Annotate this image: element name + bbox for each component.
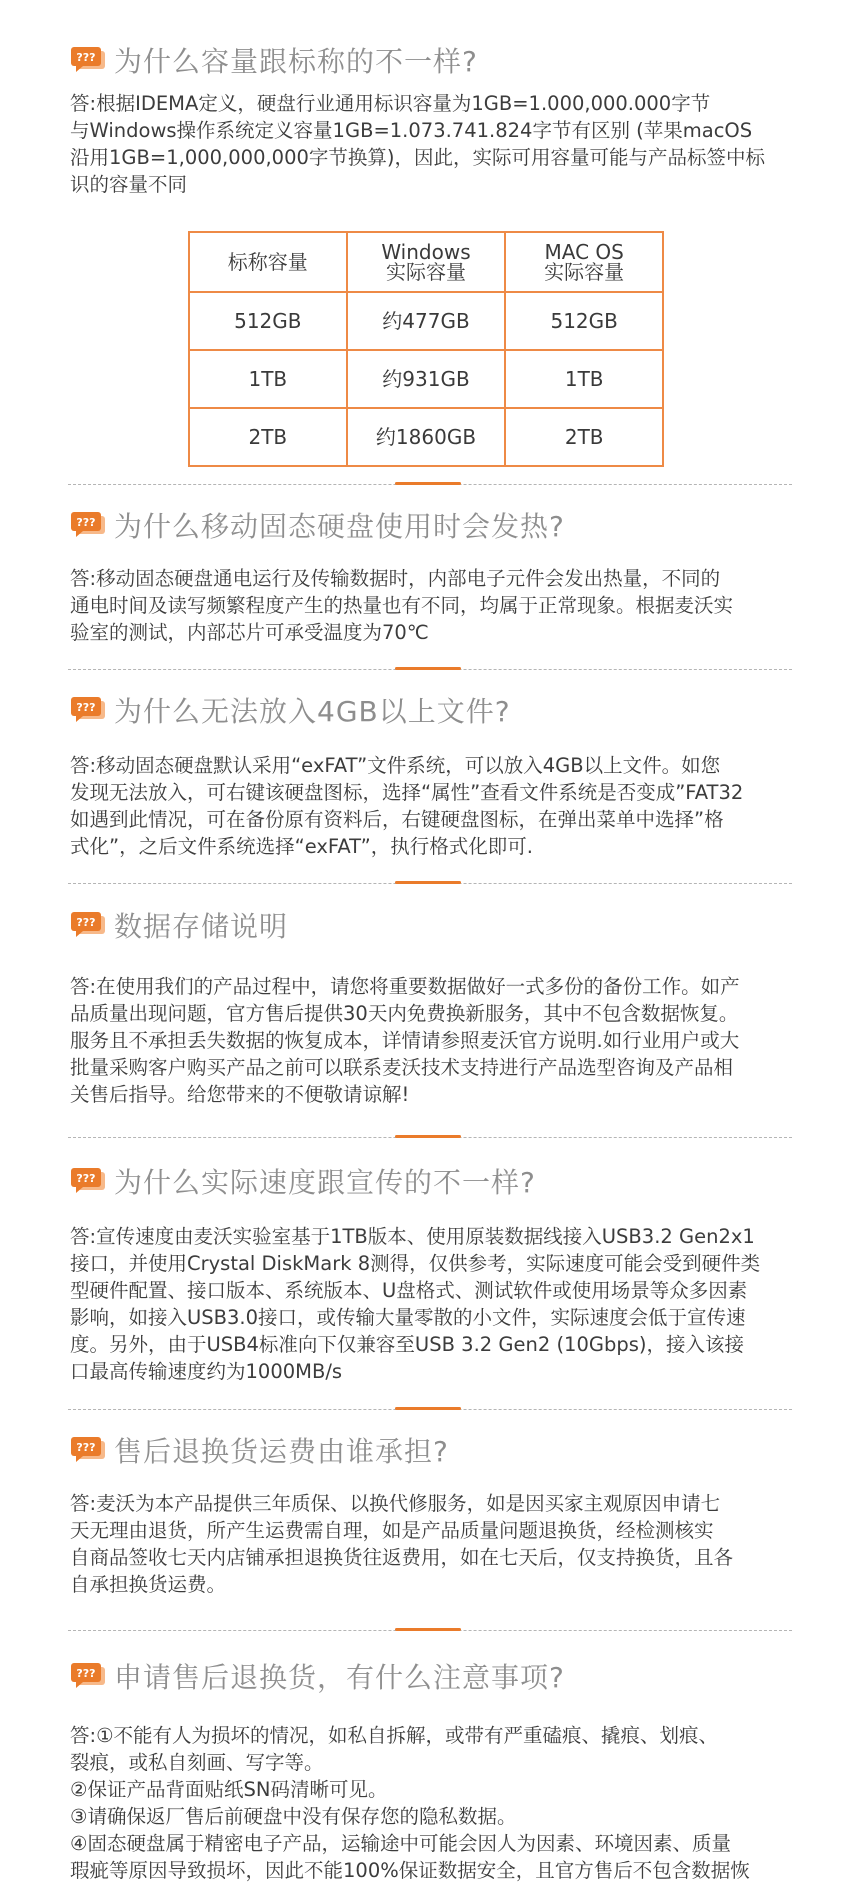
answer-text (70, 1490, 800, 1598)
answer-line: 答:根据IDEMA定义，硬盘行业通用标识容量为1GB=1.000,000.000字节 (70, 92, 711, 115)
answer-line: 口最高传输速度约为1000MB/s (70, 1360, 343, 1383)
answer-line: 答:移动固态硬盘通电运行及传输数据时，内部电子元件会发出热量，不同的 (70, 567, 721, 590)
answer-line: 答:麦沃为本产品提供三年质保、以换代修服务，如是因买家主观原因申请七 (70, 1492, 721, 1515)
table-cell: 1TB (505, 350, 663, 408)
capacity-table (188, 231, 664, 467)
section-divider (68, 1406, 792, 1412)
table-cell: 1TB (189, 350, 347, 408)
question-heading (70, 905, 800, 945)
faq-section-data-storage (70, 905, 800, 1108)
question-title: 售后退换货运费由谁承担? (114, 1435, 449, 1468)
table-cell: 512GB (505, 292, 663, 350)
answer-line: 裂痕，或私自刻画、写字等。 (70, 1751, 324, 1774)
answer-line: 型硬件配置、接口版本、系统版本、U盘格式、测试软件或使用场景等众多因素 (70, 1279, 748, 1302)
question-title: 为什么实际速度跟宣传的不一样? (114, 1166, 536, 1199)
table-row (189, 292, 663, 350)
question-bubble-icon (70, 1166, 106, 1196)
question-heading (70, 1430, 800, 1470)
svg-text:???: ??? (76, 916, 96, 929)
answer-line: 批量采购客户购买产品之前可以联系麦沃技术支持进行产品选型咨询及产品相 (70, 1056, 734, 1079)
svg-text:???: ??? (76, 1441, 96, 1454)
answer-line: 通电时间及读写频繁程度产生的热量也有不同，均属于正常现象。根据麦沃实 (70, 594, 734, 617)
table-header-cell: 标称容量 (189, 232, 347, 292)
answer-line: 发现无法放入，可右键该硬盘图标，选择“属性”查看文件系统是否变成”FAT32 (70, 781, 744, 804)
question-heading (70, 505, 800, 545)
svg-text:???: ??? (76, 1172, 96, 1185)
question-heading (70, 690, 800, 730)
answer-line: 接口，并使用Crystal DiskMark 8测得，仅供参考，实际速度可能会受到硬件类 (70, 1252, 761, 1275)
table-header-cell: MAC OS 实际容量 (505, 232, 663, 292)
question-bubble-icon (70, 695, 106, 725)
question-bubble-icon (70, 910, 106, 940)
answer-line: ③请确保返厂售后前硬盘中没有保存您的隐私数据。 (70, 1805, 517, 1828)
answer-line: 式化”，之后文件系统选择“exFAT”，执行格式化即可. (70, 835, 533, 858)
svg-text:???: ??? (76, 701, 96, 714)
section-divider (68, 666, 792, 672)
table-cell: 约1860GB (347, 408, 506, 466)
answer-line: 答:①不能有人为损坏的情况，如私自拆解，或带有严重磕痕、撬痕、划痕、 (70, 1724, 719, 1747)
answer-line: 自商品签收七天内店铺承担退换货往返费用，如在七天后，仅支持换货，且各 (70, 1546, 734, 1569)
answer-text (70, 973, 800, 1108)
question-title: 为什么容量跟标称的不一样? (114, 45, 478, 78)
answer-text (70, 565, 800, 646)
answer-line: 天无理由退货，所产生运费需自理，如是产品质量问题退换货，经检测核实 (70, 1519, 714, 1542)
question-bubble-icon (70, 510, 106, 540)
svg-text:???: ??? (76, 516, 96, 529)
table-row (189, 408, 663, 466)
table-cell: 约477GB (347, 292, 506, 350)
answer-line: 答:宣传速度由麦沃实验室基于1TB版本、使用原装数据线接入USB3.2 Gen2x1 (70, 1225, 755, 1248)
table-cell: 约931GB (347, 350, 506, 408)
answer-line: 与Windows操作系统定义容量1GB=1.073.741.824字节有区别 (苹果macOS (70, 119, 753, 142)
answer-line: 验室的测试，内部芯片可承受温度为70℃ (70, 621, 429, 644)
question-title: 为什么无法放入4GB以上文件? (114, 695, 511, 728)
answer-text (70, 90, 800, 198)
svg-text:???: ??? (76, 1667, 96, 1680)
faq-section-capacity (70, 40, 800, 198)
question-heading (70, 40, 800, 80)
question-title: 申请售后退换货，有什么注意事项? (114, 1661, 565, 1694)
question-title: 为什么移动固态硬盘使用时会发热? (114, 510, 565, 543)
table-cell: 2TB (189, 408, 347, 466)
answer-line: 服务且不承担丢失数据的恢复成本，详情请参照麦沃官方说明.如行业用户或大 (70, 1029, 740, 1052)
faq-section-4gb (70, 690, 800, 860)
question-bubble-icon (70, 45, 106, 75)
question-title: 数据存储说明 (114, 910, 289, 943)
faq-section-return-notes (70, 1656, 800, 1884)
section-divider (68, 1134, 792, 1140)
answer-line: 沿用1GB=1,000,000,000字节换算)，因此，实际可用容量可能与产品标签中标 (70, 146, 766, 169)
question-heading (70, 1161, 800, 1201)
section-divider (68, 880, 792, 886)
table-header-row (189, 232, 663, 292)
answer-line: 度。另外，由于USB4标准向下仅兼容至USB 3.2 Gen2 (10Gbps)，接入该接 (70, 1333, 744, 1356)
answer-line: 瑕疵等原因导致损坏，因此不能100%保证数据安全，且官方售后不包含数据恢 (70, 1859, 750, 1882)
faq-section-shipping (70, 1430, 800, 1598)
answer-text (70, 1223, 800, 1385)
answer-line: 关售后指导。给您带来的不便敬请谅解! (70, 1083, 410, 1106)
question-heading (70, 1656, 800, 1696)
answer-line: 影响，如接入USB3.0接口，或传输大量零散的小文件，实际速度会低于宣传速 (70, 1306, 746, 1329)
table-row (189, 350, 663, 408)
answer-line: 答:移动固态硬盘默认采用“exFAT”文件系统，可以放入4GB以上文件。如您 (70, 754, 721, 777)
answer-line: 如遇到此情况，可在备份原有资料后，右键硬盘图标，在弹出菜单中选择”格 (70, 808, 724, 831)
table-cell: 512GB (189, 292, 347, 350)
svg-text:???: ??? (76, 51, 96, 64)
section-divider (68, 1627, 792, 1633)
answer-line: ②保证产品背面贴纸SN码清晰可见。 (70, 1778, 388, 1801)
answer-text (70, 1722, 800, 1884)
answer-line: 自承担换货运费。 (70, 1573, 227, 1596)
question-bubble-icon (70, 1435, 106, 1465)
table-header-cell: Windows 实际容量 (347, 232, 506, 292)
question-bubble-icon (70, 1661, 106, 1691)
answer-line: 品质量出现问题，官方售后提供30天内免费换新服务，其中不包含数据恢复。 (70, 1002, 739, 1025)
faq-section-speed (70, 1161, 800, 1385)
answer-line: 识的容量不同 (70, 173, 188, 196)
faq-section-heat (70, 505, 800, 646)
table-cell: 2TB (505, 408, 663, 466)
answer-line: ④固态硬盘属于精密电子产品，运输途中可能会因人为因素、环境因素、质量 (70, 1832, 731, 1855)
section-divider (68, 481, 792, 487)
answer-line: 答:在使用我们的产品过程中，请您将重要数据做好一式多份的备份工作。如产 (70, 975, 740, 998)
answer-text (70, 752, 800, 860)
